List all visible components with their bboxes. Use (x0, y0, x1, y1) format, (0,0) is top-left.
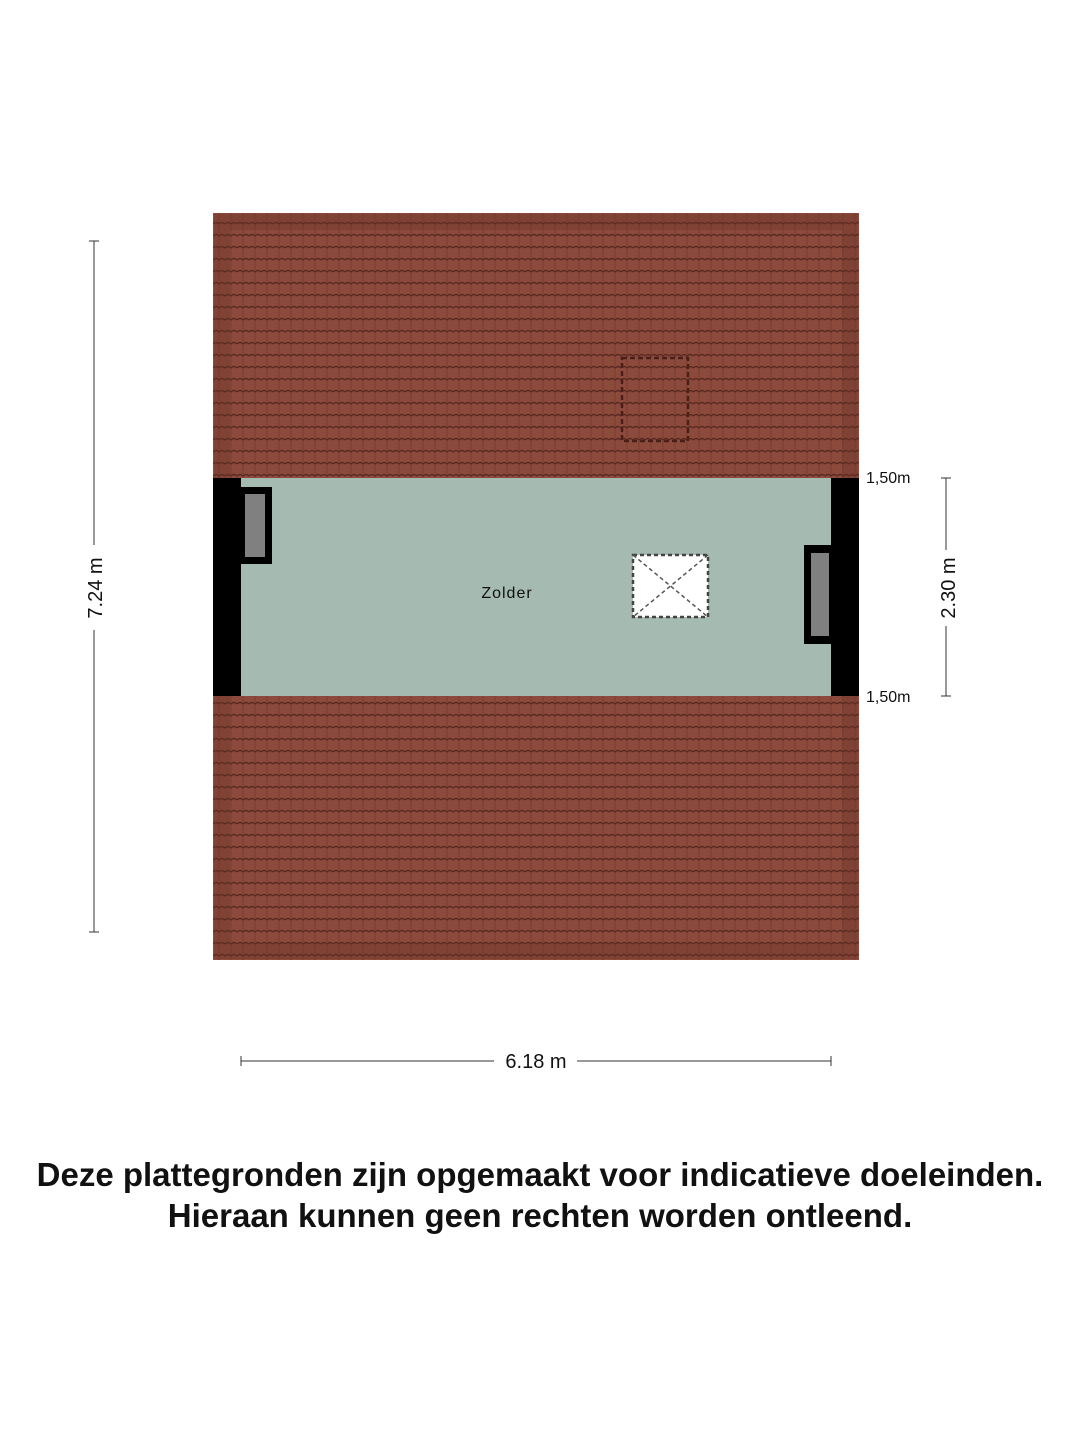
height-bottom-label: 1,50m (866, 689, 911, 706)
disclaimer-line-2: Hieraan kunnen geen rechten worden ontleend. (167, 1197, 913, 1234)
attic-hatch (633, 555, 708, 617)
dimension-total-width-label: 6.18 m (505, 1051, 567, 1073)
right-wall (831, 478, 859, 696)
dimension-room-depth-label: 2.30 m (938, 557, 960, 619)
room-label: Zolder (481, 585, 533, 602)
dimension-total-height-label: 7.24 m (85, 557, 107, 619)
room-zolder (213, 478, 859, 696)
disclaimer-line-1: Deze plattegronden zijn opgemaakt voor indicatieve doeleinden. (36, 1156, 1044, 1193)
left-window (241, 487, 272, 564)
left-wall (213, 478, 241, 696)
height-top-label: 1,50m (866, 470, 911, 487)
right-window (804, 545, 831, 644)
room-floor (241, 478, 831, 696)
